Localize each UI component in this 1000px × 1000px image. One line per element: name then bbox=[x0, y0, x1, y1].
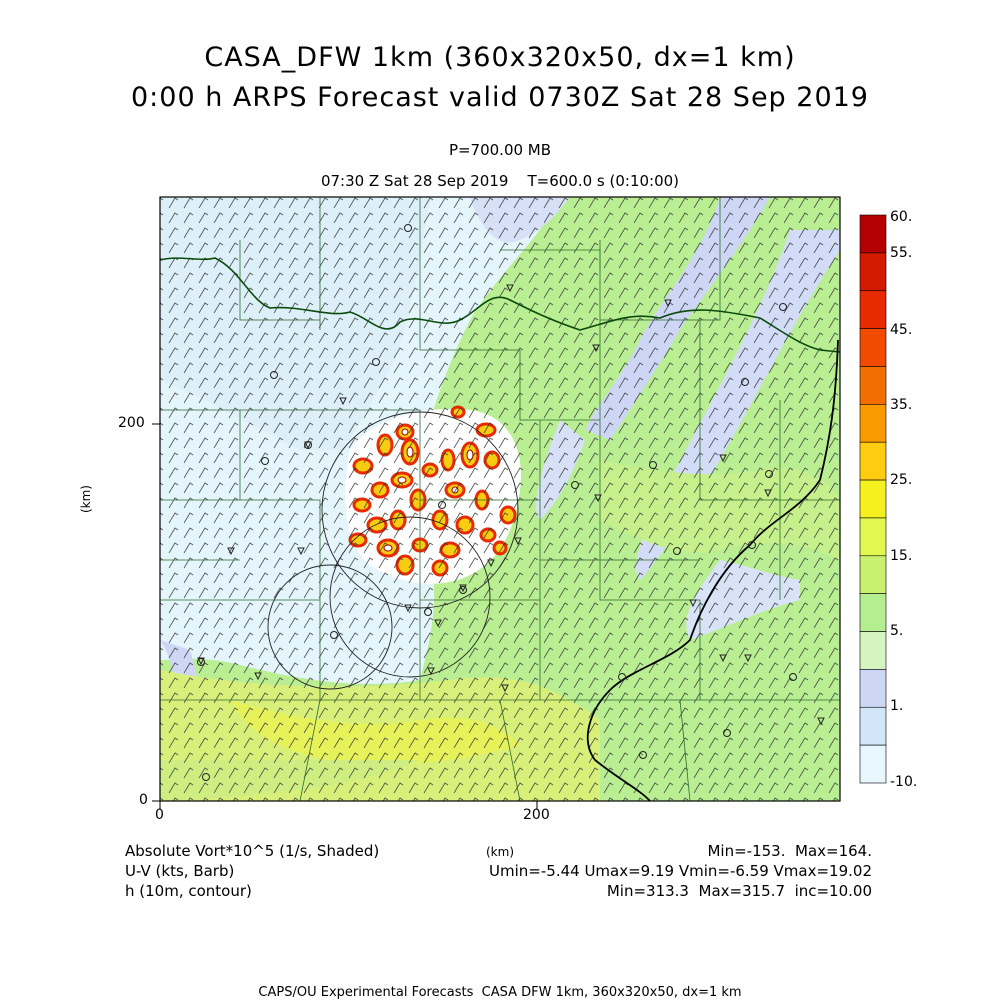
vorticity-min-max: Min=-153. Max=164. bbox=[707, 842, 872, 860]
field-shaded-label: Absolute Vort*10^5 (1/s, Shaded) bbox=[125, 842, 380, 860]
y-axis-label: (km) bbox=[79, 484, 94, 514]
colorbar-swatch bbox=[860, 556, 886, 594]
colorbar bbox=[860, 215, 886, 783]
field-contour-label: h (10m, contour) bbox=[125, 882, 252, 900]
colorbar-swatch bbox=[860, 329, 886, 367]
y-tick-200: 200 bbox=[118, 415, 145, 431]
colorbar-label-25: 25. bbox=[890, 472, 913, 488]
chart-title-line2: 0:00 h ARPS Forecast valid 0730Z Sat 28 Sep 2019 bbox=[131, 82, 869, 113]
field-barb-label: U-V (kts, Barb) bbox=[125, 862, 235, 880]
wind-barbs bbox=[160, 197, 840, 801]
colorbar-swatch bbox=[860, 442, 886, 480]
colorbar-label-45: 45. bbox=[890, 322, 913, 338]
colorbar-swatch bbox=[860, 669, 886, 707]
colorbar-label-15: 15. bbox=[890, 548, 913, 564]
colorbar-label-60: 60. bbox=[890, 209, 913, 225]
height-min-max: Min=313.3 Max=315.7 inc=10.00 bbox=[606, 882, 872, 900]
chart-title-line1: CASA_DFW 1km (360x320x50, dx=1 km) bbox=[204, 42, 796, 73]
x-axis-label: (km) bbox=[486, 845, 515, 859]
colorbar-label-1: 1. bbox=[890, 698, 904, 714]
colorbar-swatch bbox=[860, 632, 886, 670]
colorbar-label-35: 35. bbox=[890, 397, 913, 413]
credit-line: CAPS/OU Experimental Forecasts CASA DFW 1km, 360x320x50, dx=1 km bbox=[258, 985, 742, 1000]
colorbar-label-5: 5. bbox=[890, 623, 904, 639]
colorbar-swatch bbox=[860, 215, 886, 253]
wind-min-max: Umin=-5.44 Umax=9.19 Vmin=-6.59 Vmax=19.02 bbox=[489, 862, 872, 880]
x-tick-0: 0 bbox=[155, 807, 164, 823]
colorbar-swatch bbox=[860, 518, 886, 556]
colorbar-swatch bbox=[860, 366, 886, 404]
y-tick-0: 0 bbox=[139, 792, 148, 808]
valid-time: 07:30 Z Sat 28 Sep 2019 T=600.0 s (0:10:00) bbox=[320, 172, 680, 190]
x-tick-200: 200 bbox=[523, 807, 550, 823]
pressure-level: P=700.00 MB bbox=[448, 141, 552, 159]
colorbar-swatch bbox=[860, 707, 886, 745]
colorbar-swatch bbox=[860, 745, 886, 783]
colorbar-swatch bbox=[860, 291, 886, 329]
colorbar-label-55: 55. bbox=[890, 245, 913, 261]
colorbar-swatch bbox=[860, 594, 886, 632]
colorbar-swatch bbox=[860, 404, 886, 442]
colorbar-swatch bbox=[860, 480, 886, 518]
colorbar-swatch bbox=[860, 253, 886, 291]
colorbar-label-minus10: -10. bbox=[890, 774, 918, 790]
